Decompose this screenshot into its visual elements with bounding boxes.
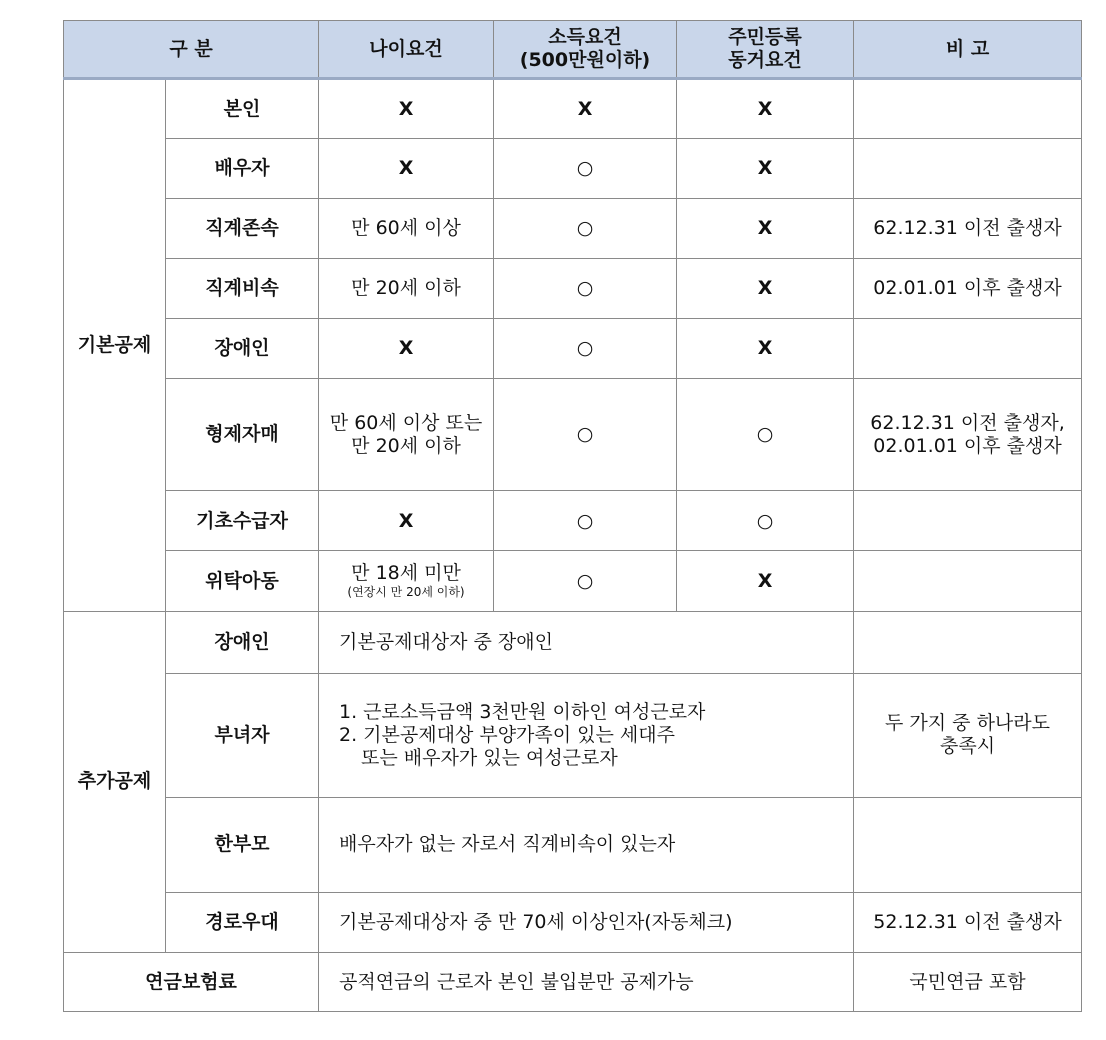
note-cell: [854, 319, 1082, 379]
income-cell: ○: [494, 319, 677, 379]
income-cell: X: [494, 79, 677, 139]
header-age: 나이요건: [319, 21, 494, 79]
header-residence-line2: 동거요건: [728, 49, 802, 71]
note-cell: [854, 611, 1082, 673]
desc-line3: 또는 배우자가 있는 여성근로자: [361, 746, 618, 769]
group-additional-label: 추가공제: [64, 611, 166, 952]
header-income-line2: (500만원이하): [519, 49, 651, 71]
table-row: [64, 139, 1082, 199]
header-income: [494, 21, 677, 79]
desc-cell: [319, 673, 854, 797]
note-line1: 두 가지 중 하나라도: [885, 712, 1050, 735]
table-row: [64, 79, 1082, 139]
note-line2: 02.01.01 이후 출생자: [873, 434, 1062, 457]
row-name: 배우자: [166, 139, 319, 199]
note-cell: [854, 551, 1082, 611]
desc-line2: 2. 기본공제대상 부양가족이 있는 세대주: [339, 723, 675, 746]
pension-label: 연금보험료: [64, 952, 319, 1011]
residence-cell: X: [677, 139, 854, 199]
note-cell: 02.01.01 이후 출생자: [854, 259, 1082, 319]
residence-cell: X: [677, 551, 854, 611]
age-line1: 만 60세 이상 또는: [329, 412, 483, 435]
desc-cell: 기본공제대상자 중 만 70세 이상인자(자동체크): [319, 892, 854, 952]
note-cell: [854, 797, 1082, 892]
row-name: 본인: [166, 79, 319, 139]
age-cell: [319, 551, 494, 611]
table-row: [64, 952, 1082, 1011]
table-row: [64, 611, 1082, 673]
row-name: 장애인: [166, 611, 319, 673]
residence-cell: ○: [677, 379, 854, 491]
age-line2: 만 20세 이하: [351, 434, 461, 457]
note-cell: [854, 79, 1082, 139]
age-cell: X: [319, 491, 494, 551]
row-name: 위탁아동: [166, 551, 319, 611]
age-cell: [319, 379, 494, 491]
residence-cell: ○: [677, 491, 854, 551]
age-cell: X: [319, 79, 494, 139]
table-row: [64, 259, 1082, 319]
header-residence-line1: 주민등록: [728, 26, 802, 49]
desc-cell: 배우자가 없는 자로서 직계비속이 있는자: [319, 797, 854, 892]
income-cell: ○: [494, 491, 677, 551]
row-name: 한부모: [166, 797, 319, 892]
header-note: 비 고: [854, 21, 1082, 79]
table-row: [64, 551, 1082, 611]
header-row: [64, 21, 1082, 79]
header-category: 구 분: [64, 21, 319, 79]
note-cell: [854, 673, 1082, 797]
age-cell: X: [319, 139, 494, 199]
residence-cell: X: [677, 259, 854, 319]
note-cell: [854, 491, 1082, 551]
row-name: 부녀자: [166, 673, 319, 797]
note-cell: [854, 139, 1082, 199]
residence-cell: X: [677, 199, 854, 259]
deduction-requirements-table: [63, 20, 1082, 1012]
age-cell: X: [319, 319, 494, 379]
table-row: [64, 319, 1082, 379]
table-row: [64, 892, 1082, 952]
note-line2: 충족시: [939, 735, 996, 758]
desc-cell: 기본공제대상자 중 장애인: [319, 611, 854, 673]
desc-line1: 1. 근로소득금액 3천만원 이하인 여성근로자: [339, 700, 706, 723]
desc-cell: 공적연금의 근로자 본인 불입분만 공제가능: [319, 952, 854, 1011]
age-cell: 만 20세 이하: [319, 259, 494, 319]
group-basic-label: 기본공제: [64, 79, 166, 612]
table-row: [64, 491, 1082, 551]
income-cell: ○: [494, 259, 677, 319]
age-cell: 만 60세 이상: [319, 199, 494, 259]
row-name: 형제자매: [166, 379, 319, 491]
row-name: 기초수급자: [166, 491, 319, 551]
age-line2: (연장시 만 20세 이하): [347, 585, 465, 600]
income-cell: ○: [494, 199, 677, 259]
row-name: 경로우대: [166, 892, 319, 952]
income-cell: ○: [494, 551, 677, 611]
note-cell: [854, 379, 1082, 491]
row-name: 직계존속: [166, 199, 319, 259]
row-name: 직계비속: [166, 259, 319, 319]
note-cell: 52.12.31 이전 출생자: [854, 892, 1082, 952]
table-row: [64, 379, 1082, 491]
income-cell: ○: [494, 379, 677, 491]
age-line1: 만 18세 미만: [351, 562, 461, 585]
header-income-line1: 소득요건: [548, 26, 622, 49]
income-cell: ○: [494, 139, 677, 199]
residence-cell: X: [677, 319, 854, 379]
table-row: [64, 673, 1082, 797]
row-name: 장애인: [166, 319, 319, 379]
note-cell: 국민연금 포함: [854, 952, 1082, 1011]
header-residence: [677, 21, 854, 79]
table-row: [64, 797, 1082, 892]
note-cell: 62.12.31 이전 출생자: [854, 199, 1082, 259]
table-row: [64, 199, 1082, 259]
residence-cell: X: [677, 79, 854, 139]
note-line1: 62.12.31 이전 출생자,: [870, 412, 1065, 435]
